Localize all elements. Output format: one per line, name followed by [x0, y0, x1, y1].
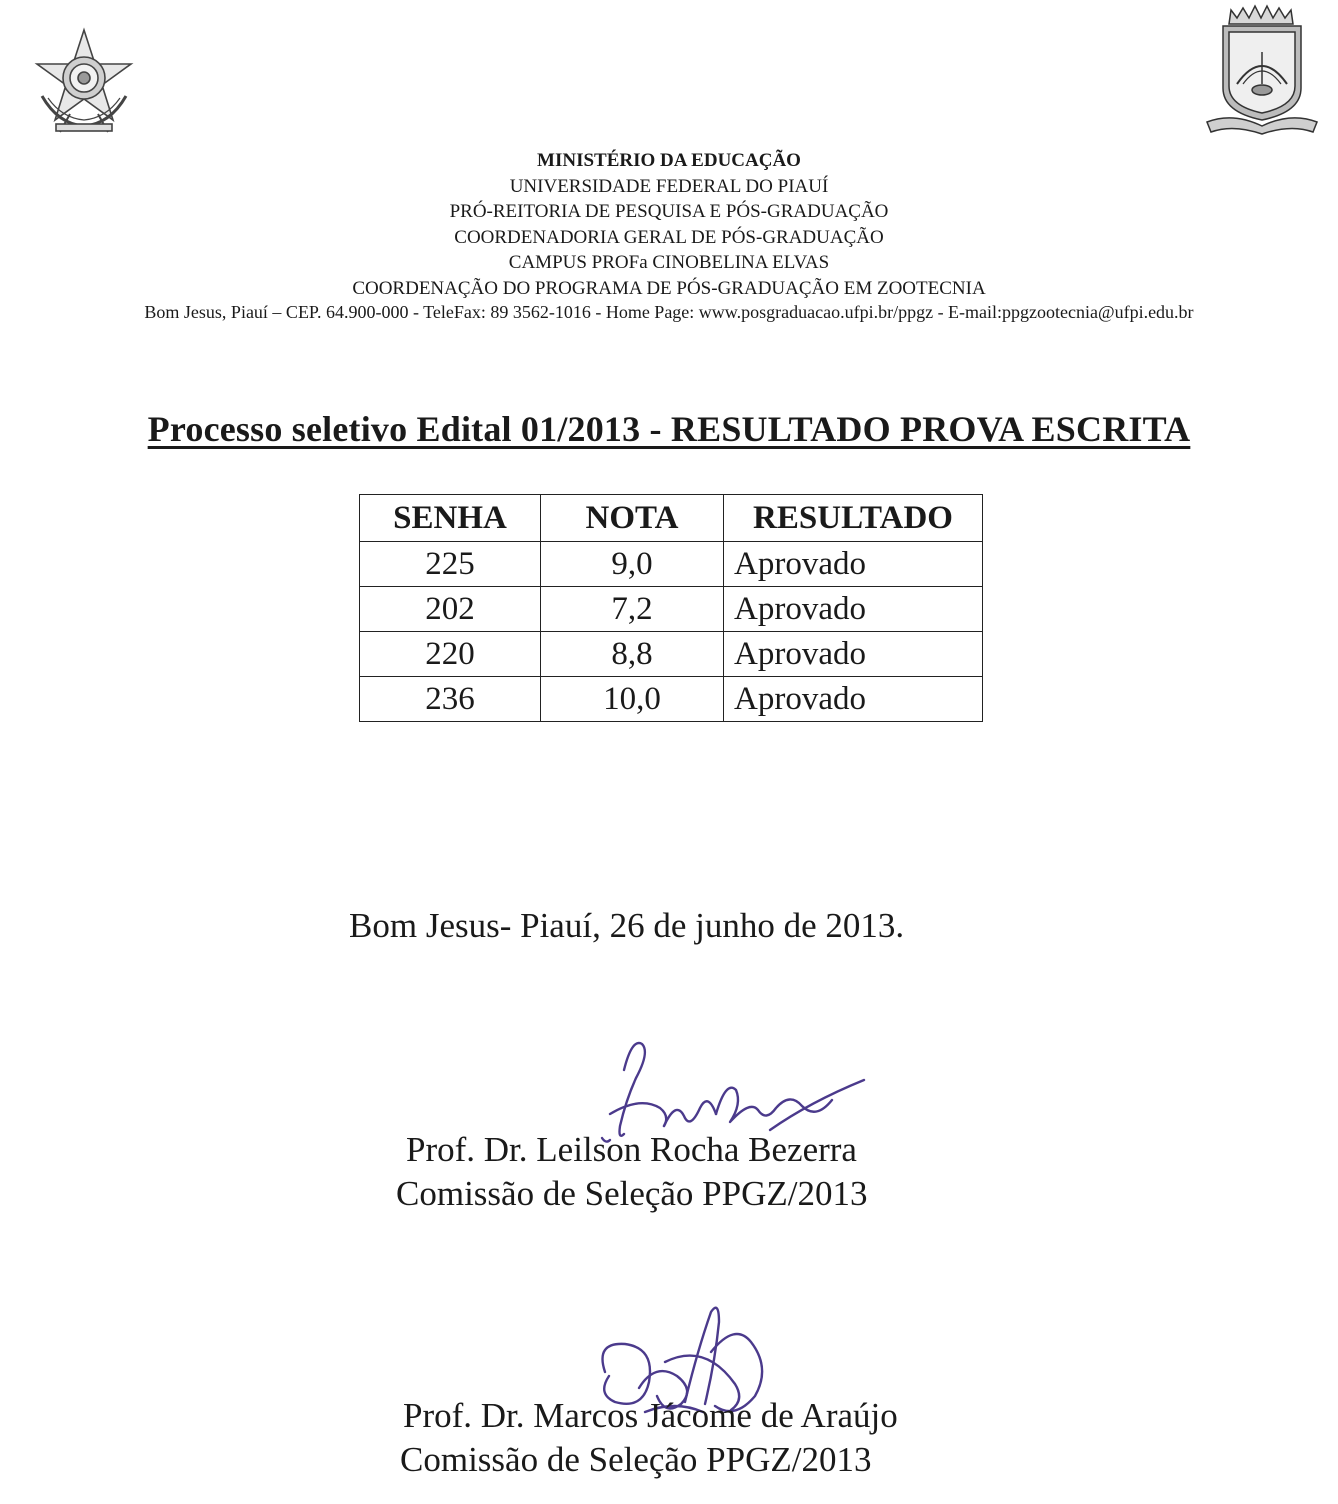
document-title: Processo seletivo Edital 01/2013 - RESULTADO PROVA ESCRITA [147, 409, 1191, 449]
signature-block-2 [400, 1394, 898, 1482]
cell-resultado: Aprovado [724, 542, 983, 587]
campus-name: CAMPUS PROFa CINOBELINA ELVAS [508, 252, 830, 273]
pro-rectory-name: PRÓ-REITORIA DE PESQUISA E PÓS-GRADUAÇÃO [449, 201, 889, 222]
signatory-name: Prof. Dr. Leilson Rocha Bezerra [406, 1130, 857, 1169]
signatory-role: Comissão de Seleção PPGZ/2013 [400, 1440, 872, 1479]
signatory-role: Comissão de Seleção PPGZ/2013 [396, 1174, 868, 1213]
program-name: COORDENAÇÃO DO PROGRAMA DE PÓS-GRADUAÇÃO EM ZOOTECNIA [352, 277, 986, 299]
results-table [359, 494, 983, 722]
ufpi-seal-icon [1203, 4, 1321, 136]
column-header-senha: SENHA [360, 495, 541, 542]
cell-resultado: Aprovado [724, 677, 983, 722]
cell-nota: 7,2 [541, 587, 724, 632]
cell-nota: 8,8 [541, 632, 724, 677]
coordination-general-name: COORDENADORIA GERAL DE PÓS-GRADUAÇÃO [454, 226, 884, 248]
column-header-nota: NOTA [541, 495, 724, 542]
university-name: UNIVERSIDADE FEDERAL DO PIAUÍ [509, 175, 829, 197]
table-row [360, 677, 983, 722]
table-row [360, 587, 983, 632]
contact-line: Bom Jesus, Piauí – CEP. 64.900-000 - TeleFax: 89 3562-1016 - Home Page: www.posgraduacao.ufpi.br/ppgz - E-mail:ppgzootecnia@ufpi.edu.br [144, 302, 1194, 322]
cell-resultado: Aprovado [724, 587, 983, 632]
cell-senha: 225 [360, 542, 541, 587]
column-header-resultado: RESULTADO [724, 495, 983, 542]
brazil-coat-of-arms-icon [28, 26, 140, 136]
table-row [360, 632, 983, 677]
table-header-row [360, 495, 983, 542]
table-row [360, 542, 983, 587]
cell-senha: 202 [360, 587, 541, 632]
cell-nota: 10,0 [541, 677, 724, 722]
cell-senha: 236 [360, 677, 541, 722]
signature-block-1 [396, 1128, 868, 1216]
ministry-name: MINISTÉRIO DA EDUCAÇÃO [537, 150, 801, 171]
date-line: Bom Jesus- Piauí, 26 de junho de 2013. [349, 906, 905, 945]
letterhead [0, 148, 1338, 322]
cell-senha: 220 [360, 632, 541, 677]
cell-resultado: Aprovado [724, 632, 983, 677]
cell-nota: 9,0 [541, 542, 724, 587]
signatory-name: Prof. Dr. Marcos Jácome de Araújo [403, 1396, 898, 1435]
